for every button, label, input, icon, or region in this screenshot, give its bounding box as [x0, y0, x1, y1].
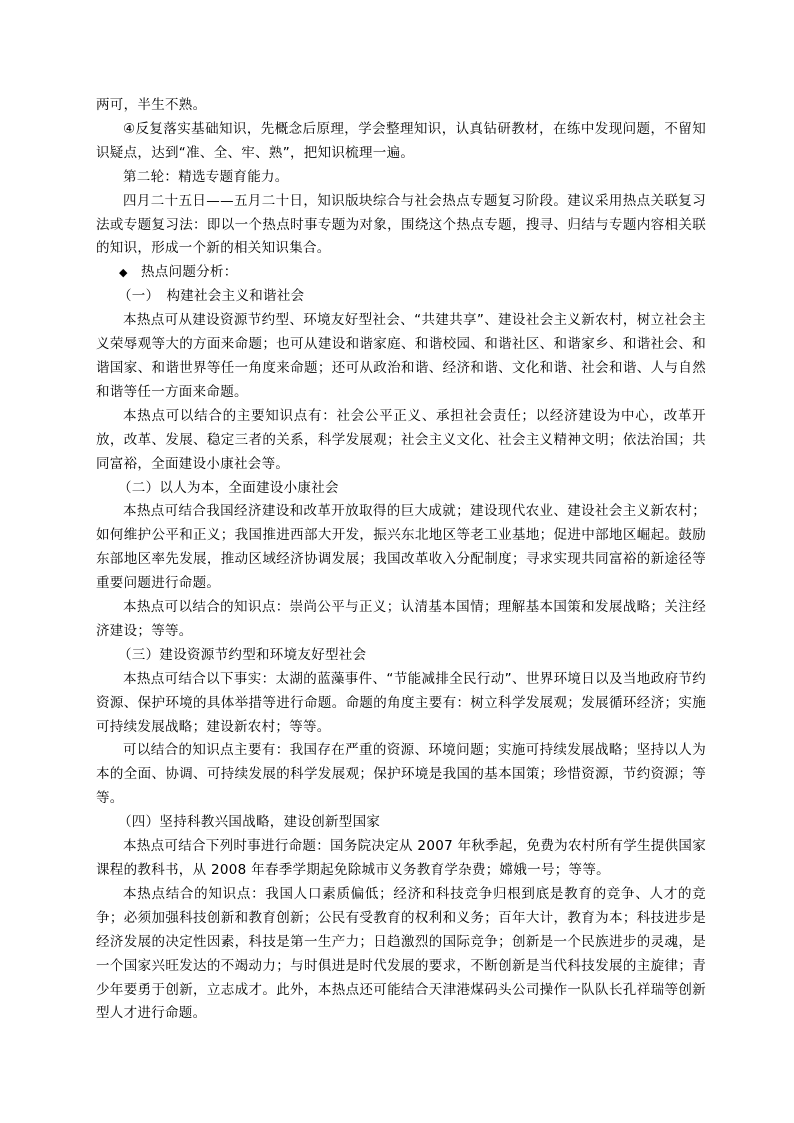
topic-2-paragraph-2: 本热点可以结合的知识点：崇尚公平与正义；认清基本国情；理解基本国策和发展战略；关注经济建设；等等。	[96, 599, 706, 639]
topic-2-paragraph-1: 本热点可结合我国经济建设和改革开放取得的巨大成就；建设现代农业、建设社会主义新农村；如何维护公平和正义；我国推进西部大开发，振兴东北地区等老工业基地；促进中部地区崛起。鼓励东部地区率先发展，推动区域经济协调发展；我国改革收入分配制度；寻求实现共同富裕的新途径等重要问题进行命题。	[96, 503, 706, 592]
paragraph-round-two-intro: 四月二十五日——五月二十日，知识版块综合与社会热点专题复习阶段。建议采用热点关联复习法或专题复习法：即以一个热点时事专题为对象，围绕这个热点专题，搜寻、归结与专题内容相关联的知识，形成一个新的相关知识集合。	[96, 192, 706, 257]
topic-heading-3: （三）建设资源节约型和环境友好型社会	[118, 646, 367, 663]
paragraph-item-4: ④反复落实基础知识，先概念后原理，学会整理知识，认真钻研教材，在练中发现问题，不留知识疑点，达到“准、全、牢、熟”，把知识梳理一遍。	[96, 120, 706, 161]
topic-1-paragraph-2: 本热点可以结合的主要知识点有：社会公平正义、承担社会责任；以经济建设为中心，改革开放，改革、发展、稳定三者的关系，科学发展观；社会主义文化、社会主义精神文明；依法治国；共同富裕，全面建设小康社会等。	[96, 407, 706, 472]
diamond-bullet-icon: ◆	[119, 266, 128, 280]
topic-heading-4: （四）坚持科教兴国战略，建设创新型国家	[118, 814, 381, 831]
topic-3-paragraph-1: 本热点可结合以下事实：太湖的蓝藻事件、“节能减排全民行动”、世界环境日以及当地政府节约资源、保护环境的具体举措等进行命题。命题的角度主要有：树立科学发展观；发展循环经济；实施可持续发展战略；建设新农村；等等。	[96, 670, 706, 735]
topic-heading-2: （二）以人为本，全面建设小康社会	[118, 479, 339, 496]
topic-heading-1: （一） 构建社会主义和谐社会	[118, 288, 305, 305]
hot-topics-label: 热点问题分析：	[141, 264, 238, 281]
topic-4-paragraph-1: 本热点可结合下列时事进行命题：国务院决定从 2007 年秋季起，免费为农村所有学生提供国家课程的教科书，从 2008 年春季学期起免除城市义务教育学杂费；嫦娥一号；等等。	[96, 838, 706, 878]
paragraph-continuation: 两可，半生不熟。	[96, 97, 207, 113]
hot-topics-heading	[96, 261, 706, 285]
document-page	[96, 94, 706, 1026]
topic-4-paragraph-2: 本热点结合的知识点：我国人口素质偏低；经济和科技竞争归根到底是教育的竞争、人才的竞争；必须加强科技创新和教育创新；公民有受教育的权利和义务；百年大计，教育为本；科技进步是经济发展的决定性因素，科技是第一生产力；日趋激烈的国际竞争；创新是一个民族进步的灵魂，是一个国家兴旺发达的不竭动力；与时俱进是时代发展的要求，不断创新是当代科技发展的主旋律；青少年要勇于创新，立志成才。此外，本热点还可能结合天津港煤码头公司操作一队队长孔祥瑞等创新型人才进行命题。	[96, 885, 706, 1022]
topic-3-paragraph-2: 可以结合的知识点主要有：我国存在严重的资源、环境问题；实施可持续发展战略；坚持以人为本的全面、协调、可持续发展的科学发展观；保护环境是我国的基本国策；珍惜资源，节约资源；等等。	[96, 742, 706, 807]
section-title-round-two: 第二轮：精选专题育能力。	[123, 168, 289, 185]
topic-1-paragraph-1: 本热点可从建设资源节约型、环境友好型社会、“共建共享”、建设社会主义新农村，树立社会主义荣辱观等大的方面来命题；也可从建设和谐家庭、和谐校园、和谐社区、和谐家乡、和谐社会、和谐国家、和谐世界等任一角度来命题；还可从政治和谐、经济和谐、文化和谐、社会和谐、人与自然和谐等任一方面来命题。	[96, 312, 706, 400]
